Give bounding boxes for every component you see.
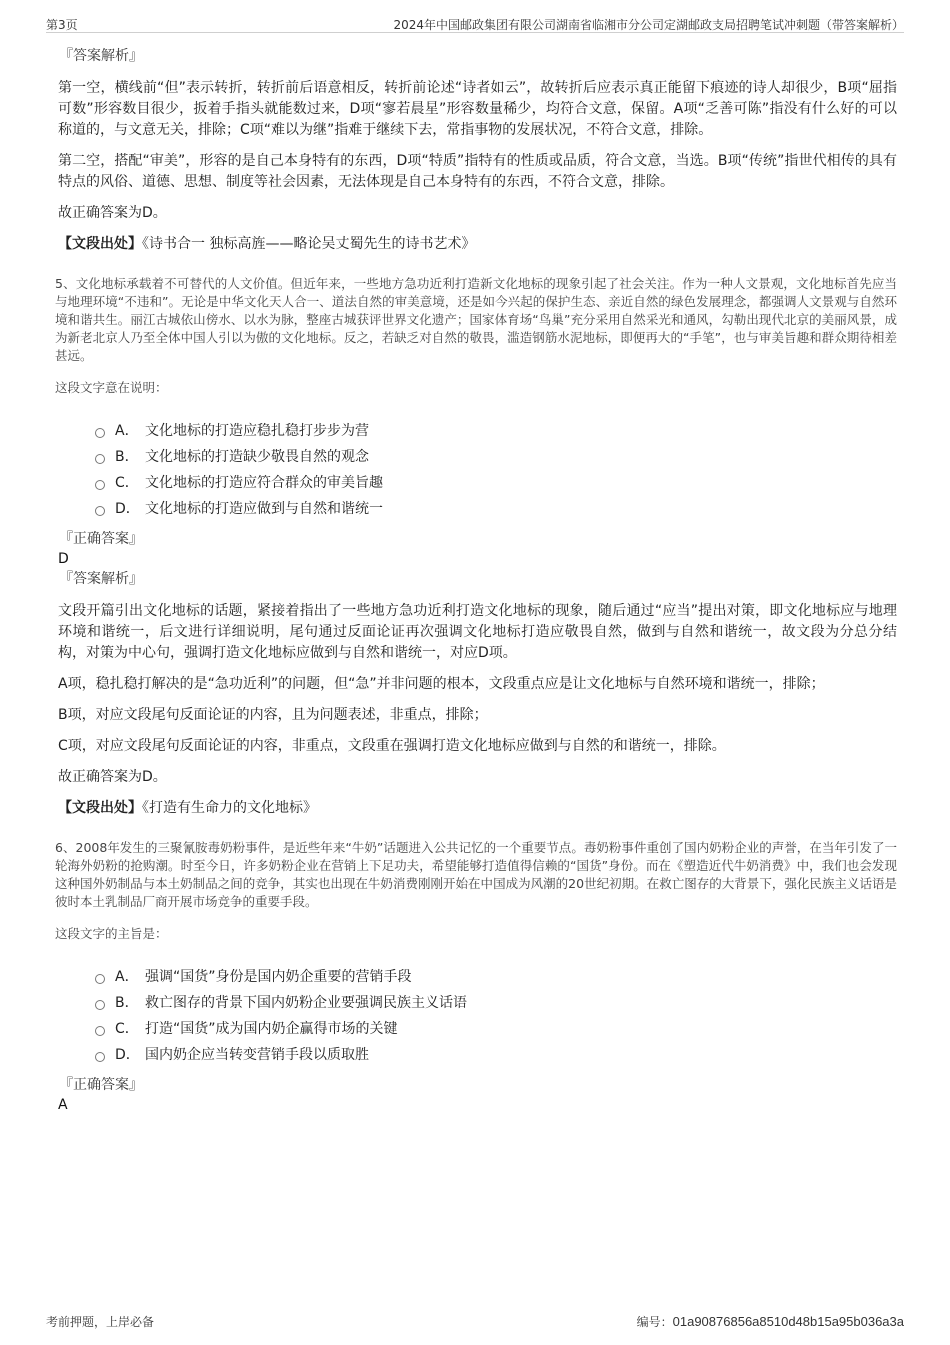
radio-icon[interactable] [95,1026,105,1036]
option-letter: B． [115,449,139,465]
page-number: 第3页 [46,18,78,32]
source-label: 【文段出处】 [58,236,142,252]
correct-answer-label: 『正确答案』 [59,1077,143,1093]
radio-icon[interactable] [95,454,105,464]
footer-slogan: 考前押题，上岸必备 [46,1315,155,1329]
question-prompt: 这段文字的主旨是： [55,926,168,941]
option-text: 文化地标的打造应稳扎稳打步步为营 [145,423,369,439]
page-footer [46,1313,904,1329]
document-title: 2024年中国邮政集团有限公司湖南省临湘市分公司定湖邮政支局招聘笔试冲刺题（带答案解析） [393,18,904,32]
source-citation [58,798,897,819]
option-b[interactable] [95,989,897,1015]
source-title: 《打造有生命力的文化地标》 [142,800,317,816]
question-prompt: 这段文字意在说明： [55,380,168,395]
option-d[interactable] [95,1041,897,1067]
analysis-label: 『答案解析』 [59,571,143,587]
option-letter: B． [115,995,139,1011]
option-list [95,963,897,1067]
source-label: 【文段出处】 [58,800,142,816]
code-value: 01a90876856a8510d48b15a95b036a3a [672,1314,904,1329]
analysis-paragraph: 文段开篇引出文化地标的话题，紧接着指出了一些地方急功近利打造文化地标的现象，随后通过“应当”提出对策，即文化地标应与地理环境和谐统一，后文进行详细说明，尾句通过反面论证再次强调文化地标打造应敬畏自然，做到与自然和谐统一，故文段为分总分结构，对策为中心句，强调打造文化地标应做到与自然和谐统一，对应D项。 [58,603,897,661]
correct-answer-label: 『正确答案』 [59,531,143,547]
option-text: 打造“国货”成为国内奶企赢得市场的关键 [145,1021,398,1037]
option-letter: A． [115,423,139,439]
analysis-paragraph: 故正确答案为D。 [58,205,167,221]
option-text: 国内奶企应当转变营销手段以质取胜 [145,1047,369,1063]
correct-answer: A [58,1097,68,1113]
page-content [55,46,897,1125]
page-header [46,14,904,33]
document-code [637,1313,904,1330]
option-letter: A． [115,969,139,985]
source-title: 《诗书合一 独标高旌——略论吴丈蜀先生的诗书艺术》 [142,236,476,252]
analysis-paragraph: 第二空，搭配“审美”，形容的是自己本身特有的东西，D项“特质”指特有的性质或品质，符合文意，当选。B项“传统”指世代相传的具有特点的风俗、道德、思想、制度等社会因素，无法体现是自己本身特有的东西，不符合文意，排除。 [58,153,897,190]
question-6 [55,839,897,1115]
option-b[interactable] [95,443,897,469]
question-4-analysis [55,46,897,255]
analysis-label: 『答案解析』 [59,48,143,64]
question-5 [55,275,897,819]
option-letter: D． [115,501,140,517]
analysis-paragraph: 故正确答案为D。 [58,769,167,785]
option-c[interactable] [95,469,897,495]
option-text: 文化地标的打造应做到与自然和谐统一 [145,501,383,517]
question-text: 6、2008年发生的三聚氰胺毒奶粉事件，是近些年来“牛奶”话题进入公共记忆的一个重要节点。毒奶粉事件重创了国内奶粉企业的声誉，在当年引发了一轮海外奶粉的抢购潮。时至今日，许多奶粉企业在营销上下足功夫，希望能够打造值得信赖的“国货”身份。而在《塑造近代牛奶消费》中，我们也会发现这种国外奶制品与本土奶制品之间的竞争，其实也出现在牛奶消费刚刚开始在中国成为风潮的20世纪初期。在救亡图存的大背景下，强化民族主义话语是彼时本土乳制品厂商开展市场竞争的重要手段。 [55,840,897,909]
option-a[interactable] [95,417,897,443]
option-text: 救亡图存的背景下国内奶粉企业要强调民族主义话语 [145,995,467,1011]
option-letter: C． [115,475,139,491]
option-a[interactable] [95,963,897,989]
radio-icon[interactable] [95,428,105,438]
option-d[interactable] [95,495,897,521]
source-citation [58,234,897,255]
code-label: 编号： [636,1315,673,1329]
option-text: 强调“国货”身份是国内奶企重要的营销手段 [145,969,412,985]
radio-icon[interactable] [95,974,105,984]
analysis-paragraph: 第一空，横线前“但”表示转折，转折前后语意相反，转折前论述“诗者如云”，故转折后应表示真正能留下痕迹的诗人却很少，B项“屈指可数”形容数目很少，扳着手指头就能数过来，D项“寥若晨星”形容数量稀少，均符合文意，保留。A项“乏善可陈”指没有什么好的可以称道的，与文意无关，排除；C项“难以为继”指难于继续下去，常指事物的发展状况，不符合文意，排除。 [58,80,897,138]
radio-icon[interactable] [95,480,105,490]
correct-answer: D [58,551,69,567]
analysis-paragraph: B项，对应文段尾句反面论证的内容，且为问题表述，非重点，排除； [58,707,488,723]
radio-icon[interactable] [95,1052,105,1062]
analysis-paragraph: C项，对应文段尾句反面论证的内容，非重点，文段重在强调打造文化地标应做到与自然的和谐统一，排除。 [58,738,726,754]
option-letter: D． [115,1047,140,1063]
option-letter: C． [115,1021,139,1037]
option-c[interactable] [95,1015,897,1041]
option-list [95,417,897,521]
analysis-paragraph: A项，稳扎稳打解决的是“急功近利”的问题，但“急”并非问题的根本，文段重点应是让文化地标与自然环境和谐统一，排除； [58,676,825,692]
radio-icon[interactable] [95,506,105,516]
option-text: 文化地标的打造缺少敬畏自然的观念 [145,449,369,465]
option-text: 文化地标的打造应符合群众的审美旨趣 [145,475,383,491]
radio-icon[interactable] [95,1000,105,1010]
question-text: 5、文化地标承载着不可替代的人文价值。但近年来，一些地方急功近利打造新文化地标的现象引起了社会关注。作为一种人文景观，文化地标首先应当与地理环境“不违和”。无论是中华文化天人合一、道法自然的审美意境，还是如今兴起的保护生态、亲近自然的绿色发展理念，都强调人文景观与自然环境和谐共生。丽江古城依山傍水、以水为脉，整座古城获评世界文化遗产；国家体育场“鸟巢”充分采用自然采光和通风，勾勒出现代北京的美丽风景，成为新老北京人乃至全体中国人引以为傲的文化地标。反之，若缺乏对自然的敬畏，滥造钢筋水泥地标，即便再大的“手笔”，也与审美旨趣和群众期待相差甚远。 [55,276,897,363]
